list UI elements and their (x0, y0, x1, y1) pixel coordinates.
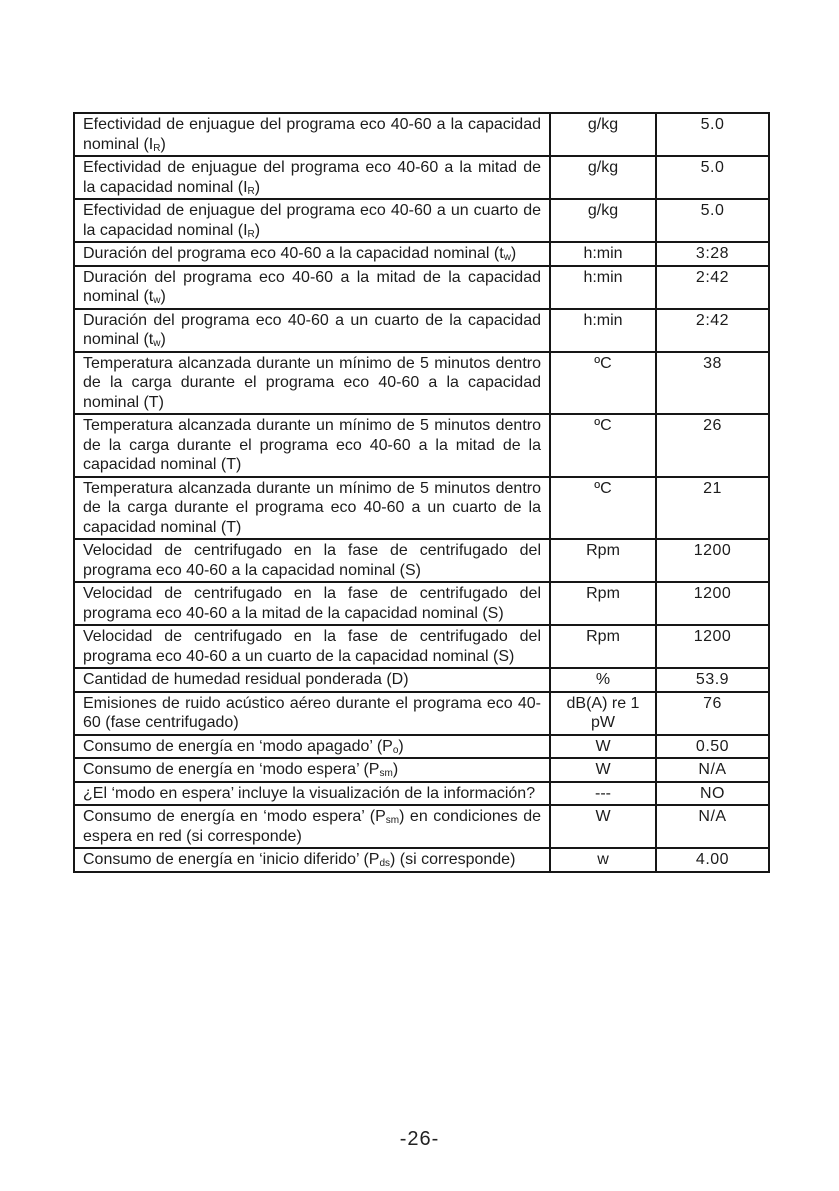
unit-cell: W (550, 735, 656, 759)
unit-cell: h:min (550, 266, 656, 309)
table-row (74, 692, 769, 735)
value-cell: 2:42 (656, 309, 769, 352)
value-cell: 2:42 (656, 266, 769, 309)
table-row (74, 782, 769, 806)
unit-cell: --- (550, 782, 656, 806)
table-row (74, 848, 769, 872)
parameter-cell: Consumo de energía en ‘modo apagado’ $(P_o)$ (74, 735, 550, 759)
unit-cell: g/kg (550, 113, 656, 156)
parameter-cell: Velocidad de centrifugado en la fase de centrifugado del programa eco 40-60 a un cuarto de la capacidad nominal (S) (74, 625, 550, 668)
unit-cell: W (550, 758, 656, 782)
subscript: R (247, 228, 255, 240)
table-row (74, 582, 769, 625)
unit-cell: Rpm (550, 625, 656, 668)
page-number: -26- (399, 1128, 440, 1150)
value-cell: N/A (656, 758, 769, 782)
unit-cell: Rpm (550, 582, 656, 625)
spec-table-body (74, 113, 769, 872)
subscript: o (392, 744, 399, 756)
parameter-cell: Duración del programa eco 40-60 a la mitad de la capacidad nominal $(t_w)$ (74, 266, 550, 309)
parameter-cell: Velocidad de centrifugado en la fase de centrifugado del programa eco 40-60 a la mitad de la capacidad nominal (S) (74, 582, 550, 625)
value-cell: 76 (656, 692, 769, 735)
parameter-cell: Temperatura alcanzada durante un mínimo de 5 minutos dentro de la carga durante el programa eco 40-60 a la capacidad nominal (T) (74, 352, 550, 415)
unit-cell: ºC (550, 352, 656, 415)
parameter-cell: Temperatura alcanzada durante un mínimo de 5 minutos dentro de la carga durante el programa eco 40-60 a la mitad de la capacidad nominal (T) (74, 414, 550, 477)
subscript: w (153, 338, 161, 349)
parameter-cell: Efectividad de enjuague del programa eco 40-60 a la capacidad nominal $(I_R)$ (74, 113, 550, 156)
unit-cell: ºC (550, 414, 656, 477)
value-cell: 21 (656, 477, 769, 540)
parameter-cell: Duración del programa eco 40-60 a un cuarto de la capacidad nominal $(t_w)$ (74, 309, 550, 352)
unit-cell: W (550, 805, 656, 848)
value-cell: 1200 (656, 539, 769, 582)
table-row (74, 266, 769, 309)
table-row (74, 539, 769, 582)
value-cell: 0.50 (656, 735, 769, 759)
unit-cell: Rpm (550, 539, 656, 582)
value-cell: N/A (656, 805, 769, 848)
table-row (74, 805, 769, 848)
parameter-cell: Velocidad de centrifugado en la fase de centrifugado del programa eco 40-60 a la capacidad nominal (S) (74, 539, 550, 582)
unit-cell: g/kg (550, 156, 656, 199)
spec-table-container (73, 112, 768, 873)
parameter-cell: Cantidad de humedad residual ponderada (D) (74, 668, 550, 692)
subscript: ds (379, 858, 391, 869)
parameter-cell: Efectividad de enjuague del programa eco 40-60 a la mitad de la capacidad nominal $(I_R)$ (74, 156, 550, 199)
value-cell: NO (656, 782, 769, 806)
value-cell: 5.0 (656, 156, 769, 199)
value-cell: 38 (656, 352, 769, 415)
subscript: w (153, 295, 161, 306)
value-cell: 1200 (656, 625, 769, 668)
table-row (74, 414, 769, 477)
unit-cell: ºC (550, 477, 656, 540)
parameter-cell: ¿El ‘modo en espera’ incluye la visualización de la información? (74, 782, 550, 806)
subscript: w (503, 252, 511, 263)
table-row (74, 156, 769, 199)
value-cell: 3:28 (656, 242, 769, 266)
value-cell: 26 (656, 414, 769, 477)
table-row (74, 477, 769, 540)
unit-cell: g/kg (550, 199, 656, 242)
unit-cell: % (550, 668, 656, 692)
parameter-cell: Duración del programa eco 40-60 a la capacidad nominal $(t_w)$ (74, 242, 550, 266)
table-row (74, 309, 769, 352)
table-row (74, 242, 769, 266)
table-row (74, 352, 769, 415)
parameter-cell: Consumo de energía en ‘inicio diferido’ $(P_{ds})$ (si corresponde) (74, 848, 550, 872)
table-row (74, 758, 769, 782)
parameter-cell: Temperatura alcanzada durante un mínimo de 5 minutos dentro de la carga durante el programa eco 40-60 a un cuarto de la capacidad nominal (T) (74, 477, 550, 540)
value-cell: 4.00 (656, 848, 769, 872)
parameter-cell: Consumo de energía en ‘modo espera’ $(P_{sm})$ (74, 758, 550, 782)
parameter-cell: Consumo de energía en ‘modo espera’ $(P_{sm})$ en condiciones de espera en red (si corresponde) (74, 805, 550, 848)
value-cell: 1200 (656, 582, 769, 625)
unit-cell: h:min (550, 242, 656, 266)
table-row (74, 199, 769, 242)
table-row (74, 625, 769, 668)
subscript: sm (385, 815, 400, 826)
subscript: sm (379, 768, 393, 779)
parameter-cell: Efectividad de enjuague del programa eco 40-60 a un cuarto de la capacidad nominal $(I_R)$ (74, 199, 550, 242)
value-cell: 5.0 (656, 199, 769, 242)
unit-cell: w (550, 848, 656, 872)
table-row (74, 735, 769, 759)
value-cell: 53.9 (656, 668, 769, 692)
unit-cell: dB(A) re 1 pW (550, 692, 656, 735)
parameter-cell: Emisiones de ruido acústico aéreo durante el programa eco 40-60 (fase centrifugado) (74, 692, 550, 735)
value-cell: 5.0 (656, 113, 769, 156)
unit-cell: h:min (550, 309, 656, 352)
subscript: R (153, 142, 161, 154)
table-row (74, 113, 769, 156)
spec-table (73, 112, 770, 873)
table-row (74, 668, 769, 692)
subscript: R (247, 185, 255, 197)
